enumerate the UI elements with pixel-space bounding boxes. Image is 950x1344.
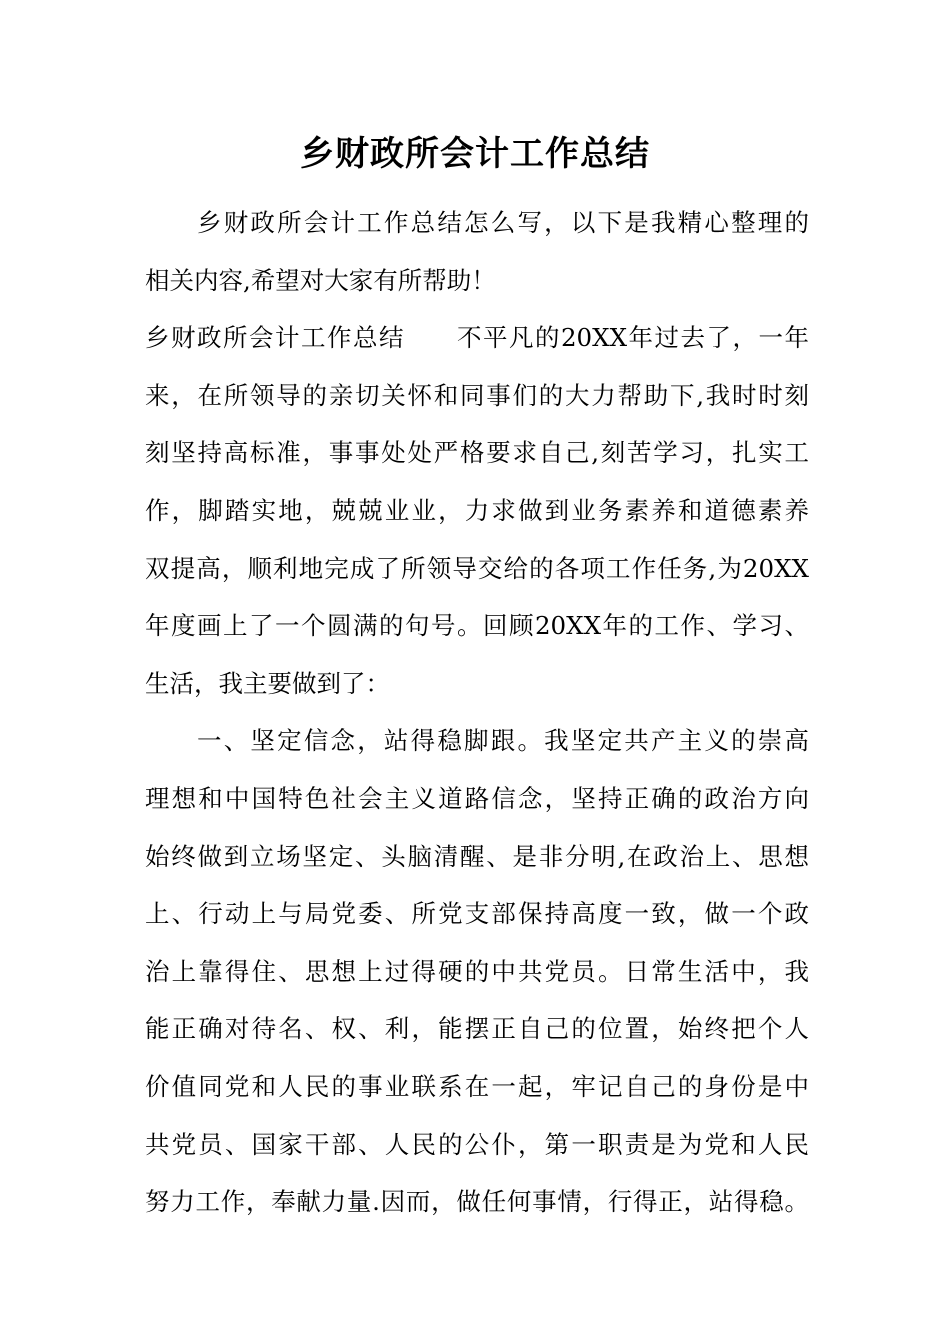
paragraph-line: 双提高，顺利地完成了所领导交给的各项工作任务,为20XX [145,553,809,583]
paragraph-line: 能正确对待名、权、利，能摆正自己的位置，始终把个人 [145,1014,809,1044]
paragraph-line: 理想和中国特色社会主义道路信念，坚持正确的政治方向 [145,783,809,813]
paragraph-line: 治上靠得住、思想上过得硬的中共党员。日常生活中，我 [145,956,809,986]
document-title: 乡财政所会计工作总结 [300,134,650,174]
document-body [145,194,809,1231]
paragraph-line: 年度画上了一个圆满的句号。回顾20XX年的工作、学习、 [145,611,809,641]
paragraph-line: 上、行动上与局党委、所党支部保持高度一致，做一个政 [145,899,809,929]
paragraph-line: 一、坚定信念，站得稳脚跟。我坚定共产主义的崇高 [197,726,809,756]
paragraph-line: 共党员、国家干部、人民的公仆，第一职责是为党和人民 [145,1129,809,1159]
paragraph-line: 努力工作，奉献力量.因而，做任何事情，行得正，站得稳。 [145,1187,809,1217]
paragraph-line: 作，脚踏实地，兢兢业业，力求做到业务素养和道德素养 [145,495,809,525]
paragraph-line: 相关内容,希望对大家有所帮助！ [145,265,496,295]
paragraph-line: 价值同党和人民的事业联系在一起，牢记自己的身份是中 [145,1071,809,1101]
paragraph-line: 来，在所领导的亲切关怀和同事们的大力帮助下,我时时刻 [145,380,809,410]
paragraph-line: 刻坚持高标准，事事处处严格要求自己,刻苦学习，扎实工 [145,438,809,468]
paragraph-line: 乡财政所会计工作总结怎么写，以下是我精心整理的 [197,208,809,237]
paragraph-line: 乡财政所会计工作总结 不平凡的20XX年过去了，一年 [145,323,809,353]
paragraph-line: 生活，我主要做到了： [145,668,390,698]
paragraph-line: 始终做到立场坚定、头脑清醒、是非分明,在政治上、思想 [145,841,809,871]
